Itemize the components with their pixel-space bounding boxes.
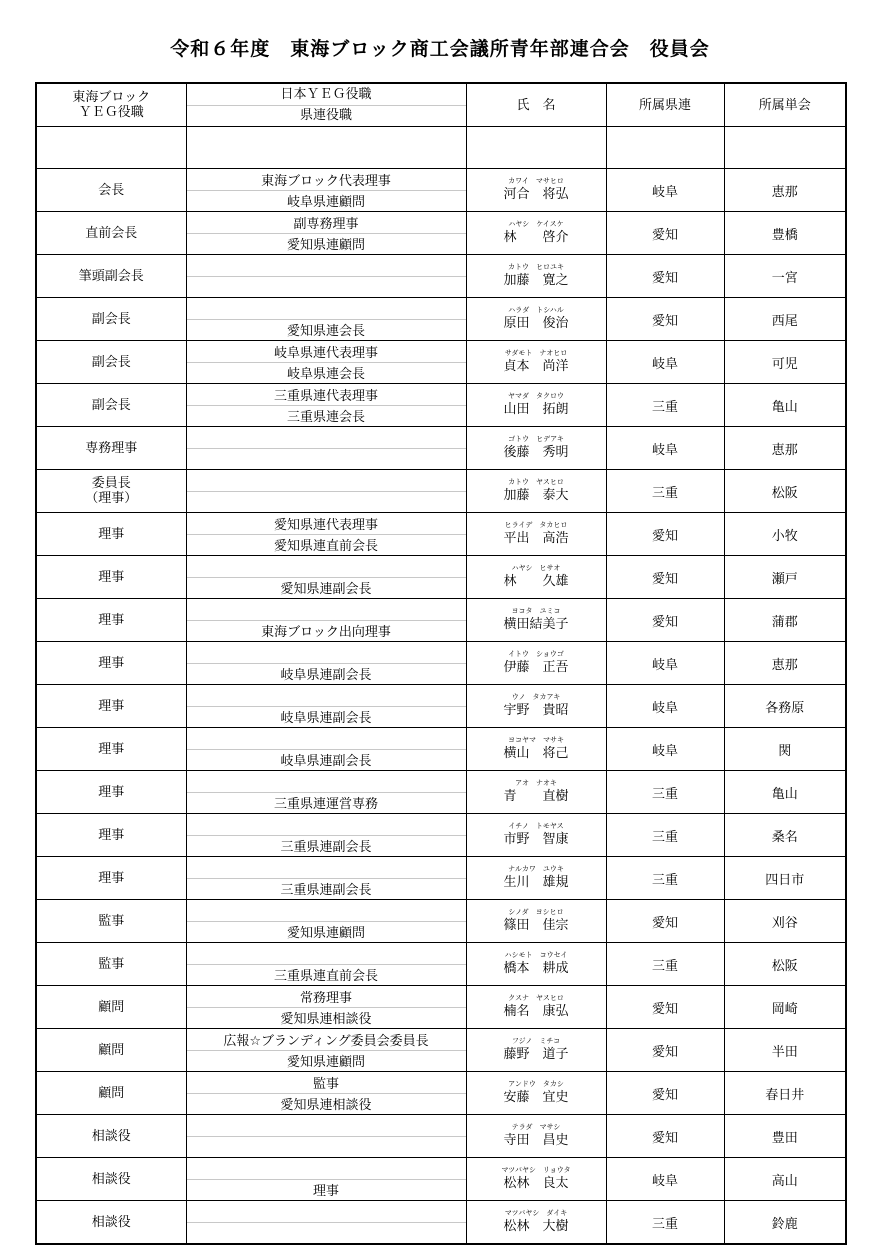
role-cell	[186, 1029, 466, 1072]
name-cell	[466, 212, 606, 255]
national-role: 副専務理事	[187, 212, 466, 234]
pref-role	[187, 449, 466, 470]
header-block-role-line2: ＹＥＧ役職	[78, 105, 144, 120]
member-name: 林 啓介	[503, 230, 569, 245]
prefecture-cell: 三重	[606, 470, 724, 513]
position-cell	[36, 1072, 186, 1115]
position-cell	[36, 255, 186, 298]
name-furigana: カトウ ヒロユキ	[508, 263, 564, 271]
header-separator	[36, 127, 846, 169]
member-name: 宇野 貴昭	[503, 703, 569, 718]
member-name: 原田 俊治	[503, 316, 569, 331]
national-role	[187, 599, 466, 621]
pref-role: 三重県連副会長	[280, 883, 372, 899]
prefecture-cell: 三重	[606, 771, 724, 814]
name-cell	[466, 169, 606, 212]
name-furigana: カワイ マサヒロ	[508, 177, 564, 185]
member-name: 横山 将己	[503, 746, 569, 761]
name-furigana: イトウ ショウゴ	[508, 650, 564, 658]
unit-cell: 西尾	[724, 298, 846, 341]
national-role	[187, 771, 466, 793]
member-name: 橋本 耕成	[503, 961, 569, 976]
unit-cell: 半田	[724, 1029, 846, 1072]
table-row	[36, 255, 846, 298]
role-cell	[186, 771, 466, 814]
position-cell	[36, 298, 186, 341]
position-label: 理事	[98, 784, 125, 800]
position-cell	[36, 771, 186, 814]
name-furigana: イチノ トモヤス	[508, 822, 564, 830]
position-cell	[36, 943, 186, 986]
pref-role: 東海ブロック出向理事	[261, 625, 391, 641]
table-row	[36, 513, 846, 556]
prefecture-cell: 愛知	[606, 513, 724, 556]
role-cell	[186, 857, 466, 900]
national-role	[187, 470, 466, 492]
national-role	[187, 642, 466, 664]
role-cell	[186, 513, 466, 556]
pref-role: 三重県連直前会長	[273, 969, 378, 985]
member-name: 加藤 寛之	[503, 273, 569, 288]
position-label: 理事	[98, 827, 125, 843]
prefecture-cell: 三重	[606, 943, 724, 986]
position-label: 顧問	[98, 999, 125, 1015]
name-cell	[466, 255, 606, 298]
role-cell	[186, 728, 466, 771]
unit-cell: 高山	[724, 1158, 846, 1201]
name-cell	[466, 1029, 606, 1072]
pref-role: 愛知県連顧問	[286, 926, 365, 942]
national-role: 監事	[187, 1072, 466, 1094]
table-row	[36, 1072, 846, 1115]
position-cell	[36, 599, 186, 642]
name-cell	[466, 857, 606, 900]
prefecture-cell: 愛知	[606, 556, 724, 599]
position-label: 副会長	[91, 397, 131, 413]
unit-cell: 桑名	[724, 814, 846, 857]
table-row	[36, 1029, 846, 1072]
national-role	[187, 1158, 466, 1180]
national-role: 広報☆ブランディング委員会委員長	[187, 1029, 466, 1051]
unit-cell: 岡崎	[724, 986, 846, 1029]
prefecture-cell: 愛知	[606, 212, 724, 255]
name-furigana: ナルカワ ユウキ	[508, 865, 564, 873]
member-name: 貞本 尚洋	[503, 359, 569, 374]
table-row	[36, 169, 846, 212]
header-name: 氏 名	[466, 83, 606, 127]
name-furigana: アンドウ タカシ	[508, 1080, 564, 1088]
member-name: 篠田 佳宗	[503, 918, 569, 933]
role-cell	[186, 1201, 466, 1245]
header-national-role: 日本ＹＥＧ役職	[187, 84, 466, 106]
name-cell	[466, 470, 606, 513]
name-furigana: ヨコタ ユミコ	[511, 607, 561, 615]
prefecture-cell: 愛知	[606, 599, 724, 642]
name-cell	[466, 1201, 606, 1245]
name-furigana: ハヤシ ケイスケ	[508, 220, 564, 228]
name-cell	[466, 986, 606, 1029]
table-row	[36, 212, 846, 255]
role-cell	[186, 384, 466, 427]
officer-table-body	[36, 169, 846, 1245]
name-furigana: ハヤシ ヒサオ	[511, 564, 561, 572]
pref-role: 愛知県連相談役	[280, 1098, 372, 1114]
position-label: 副会長	[91, 311, 131, 327]
position-cell	[36, 513, 186, 556]
name-cell	[466, 943, 606, 986]
pref-role: 三重県連副会長	[280, 840, 372, 856]
national-role: 岐阜県連代表理事	[187, 341, 466, 363]
unit-cell: 恵那	[724, 642, 846, 685]
role-cell	[186, 427, 466, 470]
national-role	[187, 556, 466, 578]
table-row	[36, 642, 846, 685]
member-name: 後藤 秀明	[503, 445, 569, 460]
table-row	[36, 814, 846, 857]
member-name: 生川 雄規	[503, 875, 569, 890]
table-row	[36, 341, 846, 384]
role-cell	[186, 685, 466, 728]
name-furigana: テラダ マサシ	[511, 1123, 561, 1131]
name-cell	[466, 513, 606, 556]
position-cell	[36, 1115, 186, 1158]
position-cell	[36, 341, 186, 384]
position-cell	[36, 384, 186, 427]
unit-cell: 刈谷	[724, 900, 846, 943]
member-name: 伊藤 正吾	[503, 660, 569, 675]
position-cell	[36, 814, 186, 857]
header-role-columns	[186, 83, 466, 127]
name-cell	[466, 685, 606, 728]
member-name: 松林 良太	[503, 1176, 569, 1191]
unit-cell: 恵那	[724, 427, 846, 470]
position-cell	[36, 642, 186, 685]
name-furigana: ヒライデ タカヒロ	[504, 521, 568, 529]
position-label: 専務理事	[85, 440, 138, 456]
pref-role: 岐阜県連副会長	[280, 754, 372, 770]
member-name: 藤野 道子	[503, 1047, 569, 1062]
role-cell	[186, 943, 466, 986]
pref-role: 愛知県連顧問	[286, 238, 365, 254]
table-row	[36, 470, 846, 513]
position-label: 理事	[98, 569, 125, 585]
national-role	[187, 814, 466, 836]
prefecture-cell: 愛知	[606, 1115, 724, 1158]
table-row	[36, 900, 846, 943]
national-role: 常務理事	[187, 986, 466, 1008]
member-name: 寺田 昌史	[503, 1133, 569, 1148]
role-cell	[186, 212, 466, 255]
table-row	[36, 1201, 846, 1245]
position-label: 顧問	[98, 1042, 125, 1058]
position-label: 筆頭副会長	[78, 268, 144, 284]
name-furigana: カトウ ヤスヒロ	[508, 478, 564, 486]
position-cell	[36, 169, 186, 212]
national-role	[187, 900, 466, 922]
national-role: 三重県連代表理事	[187, 384, 466, 406]
role-cell	[186, 169, 466, 212]
prefecture-cell: 三重	[606, 857, 724, 900]
name-cell	[466, 341, 606, 384]
member-name: 松林 大樹	[503, 1219, 569, 1234]
position-label: 監事	[98, 956, 125, 972]
position-label: 委員長	[91, 476, 131, 491]
table-row	[36, 298, 846, 341]
position-label: 監事	[98, 913, 125, 929]
unit-cell: 豊橋	[724, 212, 846, 255]
national-role	[187, 427, 466, 449]
table-row	[36, 1115, 846, 1158]
position-label: 相談役	[91, 1128, 131, 1144]
prefecture-cell: 岐阜	[606, 427, 724, 470]
pref-role: 理事	[312, 1184, 339, 1200]
unit-cell: 可児	[724, 341, 846, 384]
pref-role	[187, 492, 466, 513]
position-cell	[36, 685, 186, 728]
national-role	[187, 943, 466, 965]
name-furigana: ハシモト コウセイ	[504, 951, 568, 959]
position-label: 顧問	[98, 1085, 125, 1101]
position-label: 理事	[98, 612, 125, 628]
name-cell	[466, 1072, 606, 1115]
header-pref-role: 県連役職	[299, 108, 352, 124]
prefecture-cell: 岐阜	[606, 728, 724, 771]
role-cell	[186, 341, 466, 384]
name-furigana: フジノ ミチコ	[511, 1037, 561, 1045]
prefecture-cell: 愛知	[606, 255, 724, 298]
role-cell	[186, 1115, 466, 1158]
name-furigana: サダモト ナオヒロ	[504, 349, 568, 357]
position-cell	[36, 470, 186, 513]
name-cell	[466, 1115, 606, 1158]
role-cell	[186, 298, 466, 341]
role-cell	[186, 642, 466, 685]
prefecture-cell: 岐阜	[606, 642, 724, 685]
table-row	[36, 771, 846, 814]
name-furigana: クスナ ヤスヒロ	[508, 994, 564, 1002]
name-cell	[466, 298, 606, 341]
unit-cell: 鈴鹿	[724, 1201, 846, 1245]
member-name: 横田結美子	[503, 617, 569, 632]
unit-cell: 松阪	[724, 470, 846, 513]
national-role	[187, 685, 466, 707]
table-row	[36, 943, 846, 986]
position-label: 理事	[98, 698, 125, 714]
position-label: 副会長	[91, 354, 131, 370]
prefecture-cell: 愛知	[606, 1029, 724, 1072]
page-title: 令和６年度 東海ブロック商工会議所青年部連合会 役員会	[170, 38, 710, 60]
table-row	[36, 1158, 846, 1201]
name-furigana: アオ ナオキ	[515, 779, 557, 787]
name-furigana: マツバヤシ リョウタ	[501, 1166, 571, 1174]
unit-cell: 小牧	[724, 513, 846, 556]
pref-role: 愛知県連相談役	[280, 1012, 372, 1028]
name-furigana: ヨコヤマ マサキ	[508, 736, 564, 744]
role-cell	[186, 599, 466, 642]
role-cell	[186, 1072, 466, 1115]
unit-cell: 関	[724, 728, 846, 771]
prefecture-cell: 岐阜	[606, 169, 724, 212]
name-cell	[466, 427, 606, 470]
pref-role: 岐阜県連副会長	[280, 668, 372, 684]
role-cell	[186, 1158, 466, 1201]
position-label: 相談役	[91, 1171, 131, 1187]
role-cell	[186, 900, 466, 943]
position-cell	[36, 556, 186, 599]
national-role: 愛知県連代表理事	[187, 513, 466, 535]
position-cell	[36, 857, 186, 900]
role-cell	[186, 556, 466, 599]
pref-role	[187, 1137, 466, 1158]
position-cell	[36, 728, 186, 771]
table-row	[36, 857, 846, 900]
pref-role: 三重県連会長	[286, 410, 365, 426]
name-cell	[466, 599, 606, 642]
pref-role	[187, 277, 466, 298]
header-block-role-line1: 東海ブロック	[72, 90, 151, 105]
name-furigana: ヤマダ タクロウ	[508, 392, 564, 400]
position-cell	[36, 427, 186, 470]
pref-role: 三重県連運営専務	[273, 797, 378, 813]
name-cell	[466, 1158, 606, 1201]
name-furigana: シノダ ヨシヒロ	[508, 908, 564, 916]
unit-cell: 恵那	[724, 169, 846, 212]
name-cell	[466, 814, 606, 857]
position-label: 会長	[98, 182, 125, 198]
member-name: 楠名 康弘	[503, 1004, 569, 1019]
national-role	[187, 255, 466, 277]
position-cell	[36, 1158, 186, 1201]
prefecture-cell: 愛知	[606, 900, 724, 943]
name-furigana: ハラダ トシハル	[508, 306, 564, 314]
position-label: （理事）	[85, 491, 138, 506]
unit-cell: 一宮	[724, 255, 846, 298]
member-name: 市野 智康	[503, 832, 569, 847]
table-row	[36, 384, 846, 427]
member-name: 平出 高浩	[503, 531, 569, 546]
pref-role: 愛知県連顧問	[286, 1055, 365, 1071]
prefecture-cell: 三重	[606, 814, 724, 857]
unit-cell: 蒲郡	[724, 599, 846, 642]
position-label: 理事	[98, 526, 125, 542]
position-label: 直前会長	[85, 225, 138, 241]
national-role	[187, 298, 466, 320]
prefecture-cell: 岐阜	[606, 1158, 724, 1201]
header-prefecture: 所属県連	[606, 83, 724, 127]
position-label: 理事	[98, 655, 125, 671]
role-cell	[186, 986, 466, 1029]
role-cell	[186, 814, 466, 857]
member-name: 山田 拓朗	[503, 402, 569, 417]
pref-role: 岐阜県連副会長	[280, 711, 372, 727]
table-row	[36, 986, 846, 1029]
role-cell	[186, 255, 466, 298]
unit-cell: 春日井	[724, 1072, 846, 1115]
national-role	[187, 1115, 466, 1137]
national-role: 東海ブロック代表理事	[187, 169, 466, 191]
position-cell	[36, 900, 186, 943]
prefecture-cell: 愛知	[606, 1072, 724, 1115]
table-row	[36, 556, 846, 599]
position-label: 理事	[98, 741, 125, 757]
name-cell	[466, 384, 606, 427]
pref-role	[187, 1223, 466, 1244]
name-furigana: マツバヤシ ダイキ	[504, 1209, 568, 1217]
name-cell	[466, 556, 606, 599]
national-role	[187, 728, 466, 750]
unit-cell: 豊田	[724, 1115, 846, 1158]
prefecture-cell: 岐阜	[606, 341, 724, 384]
national-role	[187, 857, 466, 879]
position-cell	[36, 212, 186, 255]
name-furigana: ゴトウ ヒデアキ	[508, 435, 564, 443]
position-label: 理事	[98, 870, 125, 886]
member-name: 加藤 泰大	[503, 488, 569, 503]
unit-cell: 瀬戸	[724, 556, 846, 599]
pref-role: 岐阜県連顧問	[286, 195, 365, 211]
header-unit: 所属単会	[724, 83, 846, 127]
unit-cell: 四日市	[724, 857, 846, 900]
member-name: 河合 将弘	[503, 187, 569, 202]
table-row	[36, 599, 846, 642]
name-furigana: ウノ タカアキ	[511, 693, 561, 701]
pref-role: 愛知県連副会長	[280, 582, 372, 598]
table-row	[36, 427, 846, 470]
table-header-row	[36, 83, 846, 127]
table-row	[36, 685, 846, 728]
pref-role: 岐阜県連会長	[286, 367, 365, 383]
name-cell	[466, 642, 606, 685]
member-name: 安藤 宜史	[503, 1090, 569, 1105]
pref-role: 愛知県連会長	[286, 324, 365, 340]
position-cell	[36, 1029, 186, 1072]
name-cell	[466, 900, 606, 943]
prefecture-cell: 岐阜	[606, 685, 724, 728]
prefecture-cell: 三重	[606, 384, 724, 427]
prefecture-cell: 三重	[606, 1201, 724, 1245]
national-role	[187, 1201, 466, 1223]
unit-cell: 松阪	[724, 943, 846, 986]
officer-table	[35, 82, 847, 1245]
header-block-role	[36, 83, 186, 127]
position-cell	[36, 1201, 186, 1245]
unit-cell: 亀山	[724, 771, 846, 814]
pref-role: 愛知県連直前会長	[273, 539, 378, 555]
member-name: 林 久雄	[503, 574, 569, 589]
position-label: 相談役	[91, 1214, 131, 1230]
member-name: 青 直樹	[503, 789, 569, 804]
unit-cell: 各務原	[724, 685, 846, 728]
name-cell	[466, 728, 606, 771]
position-cell	[36, 986, 186, 1029]
table-row	[36, 728, 846, 771]
unit-cell: 亀山	[724, 384, 846, 427]
role-cell	[186, 470, 466, 513]
prefecture-cell: 愛知	[606, 986, 724, 1029]
name-cell	[466, 771, 606, 814]
prefecture-cell: 愛知	[606, 298, 724, 341]
